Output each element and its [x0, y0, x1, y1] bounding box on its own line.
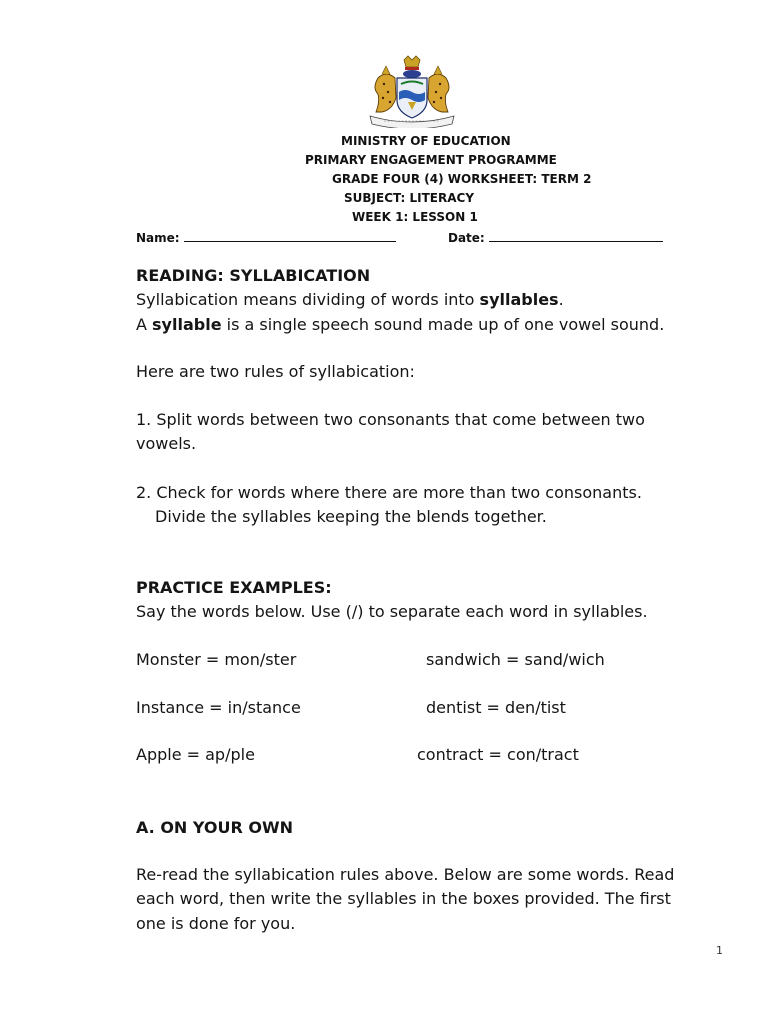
- definition-text: Syllabication means dividing of words into: [136, 290, 480, 309]
- definition-text: is a single speech sound made up of one vowel sound.: [221, 315, 665, 334]
- header-ministry: MINISTRY OF EDUCATION: [341, 134, 511, 148]
- example-right: contract = con/tract: [417, 745, 579, 764]
- rule-2-line-2: Divide the syllables keeping the blends together.: [155, 507, 547, 526]
- example-left: Apple = ap/ple: [136, 745, 255, 764]
- definition-bold-term: syllable: [152, 315, 222, 334]
- date-field[interactable]: [489, 230, 663, 242]
- definition-text: A: [136, 315, 153, 334]
- on-your-own-line-3: one is done for you.: [136, 914, 296, 933]
- rule-1-line-1: 1. Split words between two consonants that come between two: [136, 410, 645, 429]
- definition-bold-term: syllables: [479, 290, 559, 309]
- header-lesson: WEEK 1: LESSON 1: [352, 210, 478, 224]
- name-label: Name:: [136, 231, 180, 245]
- example-right: dentist = den/tist: [426, 698, 566, 717]
- definition-syllable: [136, 315, 664, 334]
- name-date-row: [136, 230, 485, 245]
- on-your-own-heading: A. ON YOUR OWN: [136, 818, 294, 837]
- on-your-own-line-1: Re-read the syllabication rules above. Below are some words. Read: [136, 865, 675, 884]
- example-right: sandwich = sand/wich: [426, 650, 605, 669]
- practice-heading: PRACTICE EXAMPLES:: [136, 578, 332, 597]
- header-worksheet: GRADE FOUR (4) WORKSHEET: TERM 2: [332, 172, 592, 186]
- header-subject: SUBJECT: LITERACY: [344, 191, 475, 205]
- page-number: 1: [716, 944, 723, 957]
- coat-of-arms-icon: [364, 54, 460, 128]
- date-label: Date:: [448, 231, 485, 245]
- reading-heading: READING: SYLLABICATION: [136, 266, 371, 285]
- header-programme: PRIMARY ENGAGEMENT PROGRAMME: [305, 153, 557, 167]
- rule-2-line-1: 2. Check for words where there are more than two consonants.: [136, 483, 642, 502]
- definition-syllabication: [136, 290, 564, 309]
- practice-instruction: Say the words below. Use (/) to separate each word in syllables.: [136, 602, 648, 621]
- name-field[interactable]: [184, 230, 396, 242]
- example-left: Instance = in/stance: [136, 698, 301, 717]
- definition-punct: .: [558, 290, 564, 309]
- rules-intro: Here are two rules of syllabication:: [136, 362, 415, 381]
- rule-1-line-2: vowels.: [136, 434, 197, 453]
- example-left: Monster = mon/ster: [136, 650, 297, 669]
- on-your-own-line-2: each word, then write the syllables in the boxes provided. The first: [136, 889, 671, 908]
